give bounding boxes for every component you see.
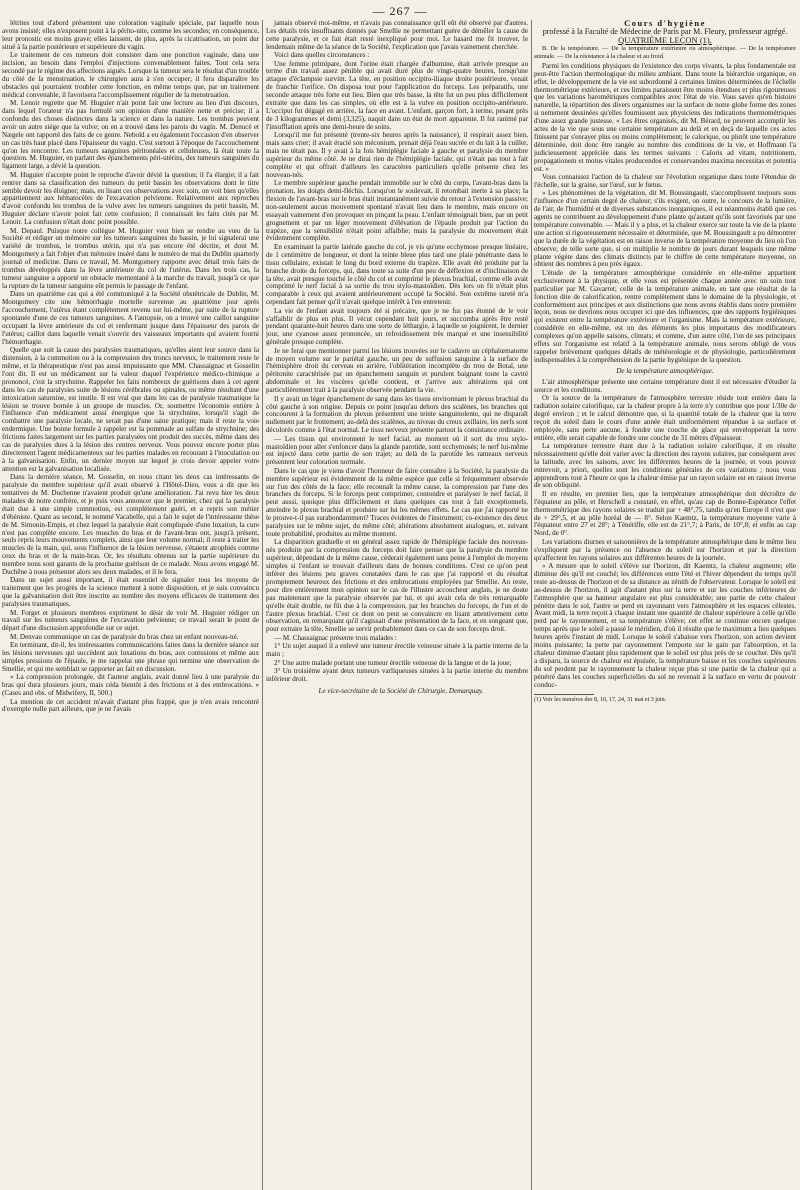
paragraph: M. Huguier n'accepte point le reproche d'avoir dévié la question; il l'a élargie; il a fait rentrer dans sa classification des tumeurs du petit bassin les observations dont le titre semble devoir les éloigner; mais, en lisant ces observations avec soin, on voit bien qu'elles appartiennent aux hématocèles de l'excavation pelvienne. Relativement aux reproches d'avoir confondu les trombus de la vulve avec les tumeurs sanguines du petit bassin, M. Huguier déclare n'avoir point fait cette confusion; il connaissait les faits cités par M. Lenoir. La confusion n'était donc point possible. <box>2 170 259 227</box>
paragraph: La mention de cet accident m'avait d'autant plus frappé, que je n'en avais rencontré d'exemple nulle part ailleurs, que je ne l'avais <box>2 697 259 714</box>
paragraph: L'étude de la température atmosphérique considérée en elle-même appartient exclusivement à la physique, et elle vous est présentée chaque année avec un soin tout particulier par M. Gavarret; celle de la température animale, en tant que résultat de la fonction dite de calorification, rentre complètement dans le domaine de la physiologie, et conformément aux principes et aux distinctions que nous avons établis dans notre première leçon, nous ne devrions nous occuper ici que des influences, que des rapports hygiéniques qui existent entre la température extérieure et l'organisme. Mais la température extérieure, considérée en elle-même, est un des éléments les plus importants des modificateurs complexes qu'on appelle saisons, climats; et comme, d'un autre côté, l'on de ses principaux effets sur l'organisme est relatif à la température animale, nous serons obligé de vous rappeler brièvement quelques détails de météorologie et de physiologie, particulièrement indispensables à la compréhension de la partie hygiénique de la question. <box>534 268 796 364</box>
paragraph: létrites tout d'abord présentent une coloration vaginale spéciale, par laquelle nous avons insisté; elles n'exposent point à la périto-nite, comme les secondes; en conséquence, leur pronostic est moins grave; elles laissent, de plus, après la cicatrisation, un point dur situé à la partie postérieure et supérieure du vagin. <box>2 20 259 51</box>
paragraph: Il en résulte, en premier lieu, que la température atmosphérique doit décroître de l'équateur au pôle, et Herschell a constaté, en effet, qu'au cap de Bonne-Espérance l'effet thermométrique des rayons solaires se traduit par + 48°,75, tandis qu'en Europe il n'est que de + 29°,5, et au pôle boréal de — 8°. Selon Kaemtz, la température moyenne varie à l'équateur entre 27 et 28°; à Ténériffe, elle est de 21°,7; à Paris, de 10°,8; et enfin au cap Nord, de 0°. <box>534 489 796 538</box>
paragraph: « A mesure que le soleil s'élève sur l'horizon, dit Kaemtz, la chaleur augmente; elle diminue dès qu'il est couché; les différences entre l'été et l'hiver dépendent du temps qu'il reste au-dessus de l'horizon et de sa distance au zénith de l'observateur. Lorsque le soleil est au-dessus de l'horizon, il agit d'autant plus sur la terre et sur les couches inférieures de l'atmosphère que sa hauteur angulaire est plus considérable; une partie de cette chaleur pénètre dans le sol, l'autre se perd en rayonnant vers l'atmosphère et les espaces célestes. Avant midi, la terre reçoit à chaque instant une quantité de chaleur supérieure à celle qu'elle perd par le rayonnement, et sa température s'élève; cet effet se continue encore quelque temps après que le soleil a passé le méridien, d'où il résulte que le maximum a lieu quelques heures après l'instant de midi. Lorsque le soleil s'abaisse vers l'horizon, son action devient moins puissante; la perte par rayonnement l'emporte sur le gain par l'absorption, et la chaleur diminue d'autant plus rapidement que le soleil est plus près de se coucher. Dès qu'il a disparu, la source de chaleur est épuisée, la température baisse et les couches supérieures du sol perdent par le rayonnement la chaleur reçue plus si une partie de la chaleur qui a pénétré dans les couches superficielles du sol ne revenait à la surface en vertu du pouvoir conduc- <box>534 562 796 689</box>
paragraph: Le vice-secrétaire de la Société de Chirurgie, Demarquay. <box>318 686 484 695</box>
paragraph: M. Forget et plusieurs membres expriment le désir de voir M. Huguier rédiger un travail sur les tumeurs sanguines de l'excavation pelvienne; ce travail serait le point de départ d'une discussion approfondie sur ce sujet. <box>2 608 259 633</box>
paragraph: Dans un sujet aussi important, il était essentiel de signaler tous les moyens de traitement que les progrès de la science mettent à notre disposition, et je suis convaincu que la galvanisation doit être inscrite au nombre des moyens efficaces de traitement des paralysies traumatiques. <box>2 576 259 609</box>
paragraph: M. Lenoir regrette que M. Huguier n'ait point fait une lecture au lieu d'un discours, dans lequel l'orateur n'a pas formulé son opinion d'une manière nette et précise; il a confondu des choses distinctes dans la science et dans la nature. Les trombus peuvent avoir un autre siége que la vulve; on en a trouvé dans les parois du vagin. M. Denucé et Nægele ont rapporté des faits de ce genre. Nebold a eu également l'occasion d'en observer un cas très haut placé dans l'épaisseur du vagin. C'est surtout à l'époque de l'accouchement qu'on les rencontre. Les tumeurs sanguines péritonéales et celluleuses, là était toute la question. M. Huguier, en parlant des épanchements péri-utérins, des tumeurs sanguines du ligament large, a dévié la question. <box>2 99 259 171</box>
section-title: De la température atmosphérique. <box>616 366 714 375</box>
paragraph: Une femme primipare, dont l'urine était chargée d'albumine, était arrivée presque au terme d'un travail assez pénible qui avait duré plus de vingt-quatre heures, lorsqu'une attaque d'éclampsie survint. La tête, en position occipito-iliaque droite postérieure, venait de franchir l'orifice. On disposa tout pour l'application du forceps. Les préparatifs, une seconde attaque très forte eut lieu. Bien que très basse, la tête fut un peu plus difficilement extraite que dans les cas simples, où elle est à la vulve en position occipito-antérieure. L'occiput fut dégagé en arrière, la face en avant. L'enfant, garçon fort, à terme, pesant près de 3 kilogrammes et demi (3,325), naquit dans un état de mort apparente. Il fut ranimé par l'insufflation après une demi-heure de soins. <box>266 59 528 131</box>
column-3 <box>534 20 796 1184</box>
paragraph: jamais observé moi-même, et n'avais pas connaissance qu'il eût été observé par d'autres. Les détails très insuffisants donnés par Smellie ne permettant guère de démêler la cause de cette paralysie, et ce fait était resté inexpliqué pour moi. Le hasard me fit trouver, le lendemain même de la séance de la Société, l'explication que j'avais vainement cherchée. <box>266 20 528 51</box>
paragraph: 2° Une autre malade portant une tumeur érectile veineuse de la langue et de la joue; <box>274 658 512 667</box>
lecture-summary: B. De la température. — De la température extérieure ou atmosphérique. — De la température animale. — De la résistance à la chaleur et au froid. <box>534 45 796 60</box>
lecture-body-part-1 <box>534 63 796 365</box>
column-1 <box>2 20 259 1184</box>
paragraph: Les variations diurnes et saisonnières de la température atmosphérique dans le même lieu s'expliquent par la présence ou l'absence du soleil sur l'horizon et par la direction qu'affectent les rayons solaires aux différentes heures de la journée. <box>534 537 796 562</box>
paragraph: Vous connaissez l'action de la chaleur sur l'évolution organique dans toute l'étendue de l'échelle, sur la graine, sur l'œuf, sur le fœtus. <box>534 173 796 189</box>
paragraph: M. Depaul. Puisque notre collègue M. Huguier veut bien se rendre au vœu de la Société et rédiger un mémoire sur les tumeurs sanguines du bassin, je lui signalerai une variété de trombus, le trombus utérin, qui n'a pas encore été décrite, et dont M. Montgomery a fait l'objet d'un mémoire inséré dans le numéro de mai du Dublin quarterly journal of medicine. Dans ce travail, M. Montgomery rapporte avec détail trois faits de trombus développés dans la lèvre antérieure du col de l'utérus. Dans les trois cas, la tumeur sanguine a apporté un obstacle momentané à la marche du travail, jusqu'à ce que la rupture de la tumeur sanguine eût permis le passage de l'enfant. <box>2 226 259 290</box>
paragraph: Voici dans quelles circonstances : <box>274 51 370 60</box>
paragraph: En terminant, dit-il, les intéressantes communications faites dans la dernière séance sur les lésions nerveuses qui succèdent aux luxations du bras, aux contusions et même aux simples pressions de l'épaule, je me rappelai une phrase qui termine une observation de Smellie, et qui me semblait se rapporter au fait en discussion. <box>2 641 259 673</box>
lecture-body-part-2 <box>534 379 796 690</box>
column-divider <box>262 20 263 1190</box>
paragraph: M. Denvau communique un cas de paralysie du bras chez un enfant nouveau-né. <box>10 632 239 641</box>
paragraph: Dans la dernière séance, M. Gosselin, en nous citant les deux cas intéressants de paralysie du membre supérieur qu'il avait observé à l'Hôtel-Dieu, vous a dit que les tentatives de M. Duchenne n'avaient produit qu'une amélioration. J'ai revu hier les deux malades de notre confrère, et je puis vous annoncer que le premier, chez qui la paralysie était due à une simple commotion, est complètement guéri, et a repris son métier d'ébéniste. Quant au second, le nommé Vacabelle, qui a fait le sujet de l'intéressante thèse de M. Simonin-Empis, et chez lequel la paralysie était compliquée d'une luxation, la cure n'est pas complète encore. Les muscles du bras et de l'avant-bras ont, jusqu'à présent, seuls repris leurs mouvements complets, ainsi que leur volume normal; il reste à traiter les muscles de la main, qui, sous l'influence de la lésion nerveuse, s'étaient atrophiés comme ceux du bras et de la main-bras. Or, les résultats obtenus sur la partie supérieure du membre nous sont garants de la prochaine guérison de ce malade. Nous avons engagé M. Duchêne à nous présenter alors ses deux malades, et il le fera. <box>2 473 259 577</box>
course-subtitle: professé à la Faculté de Médecine de Paris par M. Fleury, professeur agrégé. <box>542 27 788 37</box>
paragraph: « La compression prolongée, dit l'auteur anglais, avait donné lieu à une paralysie du bras qui dura plusieurs jours, mais céda bientôt à des frictions et à des embrocations. » (Cases and obs. of Midwifery, II, 500.) <box>2 673 259 698</box>
paragraph: Dans le cas que je viens d'avoir l'honneur de faire connaître à la Société, la paralysie du membre supérieur est évidemment de la même espèce que celle si fréquemment observée sur l'un des côtés de la face; elle reconnaît la même cause, la compression par l'une des branches du forceps. Si le forceps peut comprimer, contondre et paralyser le nerf facial, il peut aussi, quoique plus difficilement et dans quelques cas tout à fait exceptionnels, atteindre le plexus brachial et produire sur lui les mêmes effets. Le cas que j'ai rapporté ne le prouve-t-il pas surabondamment? Traces évidentes de l'instrument; co-existence des deux paralysies sur le même sujet, du même côté; altérations absolument analogues, et, suivant toute probabilité, produites au même moment. <box>266 466 528 538</box>
paragraph: La disparition graduelle et en général assez rapide de l'hémiplégie faciale des nouveau-nés produite par la compression du forceps doit faire penser que la paralysie du membre supérieur, dépendant de la même cause, cèderait également sans peine à l'emploi de moyens simples si l'enfant se trouvait d'ailleurs dans de bonnes conditions. C'est ce qu'on peut inférer des lésions peu graves constatées dans le cas que j'ai rapporté et du résultat promptement heureux des frictions et des embrocations employées par Smellie. Au reste, pour dire entièrement mon opinion sur le cas de l'illustre accoucheur anglais, je ne doute pas maintenant que la paralysie observée par lui, et qui avait cela de très remarquable qu'elle était double, ne fût due à la compression, par les branches du forceps, de l'un et de l'autre plexus brachial. C'est ce dont on peut se convaincre en lisant attentivement cette observation, en remarquant qu'il s'agissait d'une présentation de la face, et en songeant que, pour extraire la tête, Smellie se servit probablement dans ce cas de son forceps droit. <box>266 538 528 634</box>
column-2 <box>266 20 528 1184</box>
paragraph: Je ne ferai que mentionner parmi les lésions trouvées sur le cadavre un céphalœmatome de moyen volume sur le pariétal gauche, un peu de suffusion sanguine à la surface de l'hémisphère droit du cerveau en arrière, l'oblitération incomplète du trou de Botal, une péritonite caractérisée par un épanchement sanguin et purulent baignant toute la cavité abdominale et les viscères qu'elle contient, et j'arrive aux altérations qui ont particulièrement trait à la paralysie observée pendant la vie. <box>266 346 528 395</box>
paragraph: Le membre supérieur gauche pendait immobile sur le côté du corps, l'avant-bras dans la pronation, les doigts demi-fléchis. Lorsqu'on le soulevait, il retombait inerte à sa place; la flexion de l'avant-bras sur le bras était instantanément suivie du retour à l'extension passive; non-seulement aucun mouvement spontané n'avait lieu dans le membre, mais encore on essayait vainement d'en provoquer en pinçant la peau. L'enfant témoignait bien, par un petit grognement et par un léger mouvement d'élévation de l'épaule produit par l'action du trapèze, que la sensibilité n'était point affaiblie; mais la paralysie du mouvement était évidemment complète. <box>266 179 528 243</box>
column-divider <box>531 20 532 1190</box>
paragraph: 3° Un troisième ayant deux tumeurs varliqueuses situées à la partie interne du membre inférieur droit. <box>266 666 528 683</box>
page-number: — 267 — <box>372 4 428 18</box>
paragraph: Le traitement de ces tumeurs doit consister dans une ponction vaginale, dans une incision, au besoin dans l'emploi d'injections convenablement faites. Tout cela sera secondé par le régime des affections aiguës. Lorsque la tumeur sera le résultat d'un trouble du côté de la menstruation, le chirurgien aura à s'en occuper; il fera disparaître les obstacles qui pourraient troubler cette fonction, en même temps que, par un traitement médical convenable, il favorisera l'accomplissement régulier de la menstruation. <box>2 51 259 99</box>
paragraph: Dans un quatrième cas qui a été communiqué à la Société obstétricale de Dublin, M. Montgomery cite une hémorrhagie mortelle survenue au quatrième jour après l'accouchement, l'utérus étant complètement revenu sur lui-même, par suite de la rupture spontanée d'une de ces tumeurs sanguines. A l'autopsie, on a trouvé une caillot sanguine occupant la lèvre antérieure du col et renfermant jusque dans l'épaisseur des parois de l'utérus; caillot dans laquelle venait s'ouvrir des vaisseaux importants qui avaient fourni l'hémorrhagie. <box>2 290 259 346</box>
paragraph: Or la source de la température de l'atmosphère terrestre réside tout entière dans la radiation solaire calorifique, car la chaleur propre à la terre n'y contribue que pour 1/30e de degré environ ; et le calcul démontre que, si la quantité totale de la chaleur que la terre reçoit du soleil dans le cours d'une année était uniformément répandue à sa surface et employée, sans perte aucune, à fondre une couche de glace qui envelopperait la terre entière, elle serait capable de fondre une couche de 31 mètres d'épaisseur. <box>534 393 796 442</box>
paragraph: — M. Chassaignac présente trois malades : <box>274 633 397 642</box>
paragraph: Il y avait un léger épanchement de sang dans les tissus environnant le plexus brachial du côté gauche à son origine. Depuis ce point jusqu'au dehors des scalènes, les branches qui concourent à la formation du plexus présentent une teinte sanguinolente, qui ne disparaît nullement par le frottement; au-delà des scalènes, au niveau du creux axillaire, les nerfs sont décolorés comme à l'état normal. Le tissu nerveux présente partout la consistance ordinaire. <box>266 394 528 435</box>
paragraph: La vie de l'enfant avait toujours été si précaire, que je ne fus pas étonné de le voir s'affaiblir de plus en plus. Il vécut cependant huit jours, et succomba après être resté pendant quarante-huit heures dans une sorte de léthargie, à laquelle se joignirent, le dernier jour, une cyanose assez prononcée, un refroidissement très marqué et une insensibilité générale presque complète. <box>266 306 528 347</box>
paragraph: Quelle que soit la cause des paralysies traumatiques, qu'elles aient leur source dans la distension, à la commotion ou à la compression des troncs nerveux, le traitement reste le même, et la thérapeutique n'est pas aussi impuissante que MM. Chassaignac et Gosselin l'ont dit. Il est un médicament sur la valeur duquel l'expérience médico-chimique a prononcé, c'est la strychnine. Rappeler les faits nombreux de guérisons dues à cet agent dans les cas de paralysies suite de lésions cérébrales ou spinales, ou même résultant d'une intoxication saturnine, est inutile. Il est vrai que dans les cas de paralysie traumatique la lésion se trouve bornée à un groupe de muscles. Or, soumettre l'économie entière à l'influence d'un médicament aussi énergique que la strychnine, lorsqu'il s'agit de combattre une paralysie locale, ne serait pas d'une saine pratique; mais il reste la voie endermique. Une bonne formule à rappeler est la pommade au sulfate de strychnine; des frictions faites largement sur les parties paralysées ont produit des succès, même dans des cas de paralysies dues à la lésion des centres nerveux. Vous pouvez encore porter plus directement l'agent médicamenteux sur les parties malades en recourant à l'inoculation ou à la galvanisation. Enfin, un dernier moyen sur lequel je crois devoir appeler votre attention est la galvanisation localisée. <box>2 346 259 473</box>
paragraph: — Les tissus qui environnent le nerf facial, au moment où il sort du trou stylo-mastoïdien pour aller s'enfoncer dans la glande parotide, sont ecchymosés; le nerf lui-même est injecté dans cette partie de son trajet; au delà de la parotide les rameaux nerveux présentent leur coloration normale. <box>266 434 528 467</box>
paragraph: L'air atmosphérique présente une certaine température dont il est nécessaire d'étudier la source et les conditions. <box>534 377 796 394</box>
footnote-rule <box>534 694 594 695</box>
paragraph: La température terrestre étant due à la radiation solaire calorifique, il en résulte nécessairement qu'elle doit varier avec la direction des rayons solaires, par conséquent avec la latitude, avec les saisons, avec les différentes heures de la journée, et vous pouvez entrevoir, a priori, quelles sont les conditions générales de ces variations ; nous vous apprendrons tout à l'heure ce que la chaleur émise par un rayon solaire est en raison inverse de son obliquité. <box>534 441 796 490</box>
paragraph: En examinant la partie latérale gauche du col, je vis qu'une ecchymose presque linéaire, de 1 centimètre de longueur, et dont la teinte bleue plus tard une plaie pénétrante dans le tissu cellulaire, existait le long du bord externe du trapèze. Elle avait été produite par la branche droite du forceps, qui, dans toute sa suite d'un peu de déflexion et d'inclinaison de la tête, avait presque touché le côté du col et comprimé le plexus brachial, comme elle avait comprimé le nerf facial à sa sortie du trou stylo-mastoïdien. Dès lors on fit n'était plus comparable à ceux qui avaient antérieurement occupé la Société. Son extrême rareté m'a cependant fait penser qu'il n'avait quelque intérêt à l'en entretenir. <box>266 242 528 307</box>
footnote: (1) Voir les numéros des 8, 10, 17, 24, 31 mai et 3 juin. <box>534 696 667 703</box>
paragraph: « Les phénomènes de la végétation, dit M. Boussingault, s'accomplissent toujours sous l'influence d'un certain degré de chaleur; s'ils exigent, on outre, le concours de la lumière, de l'air, de l'humidité et de diverses substances inorganiques, il est néanmoins établi que ces agents ne contribuent au développement d'une plante qu'autant qu'ils sont favorisés par une température convenable. — Mais il y a plus, et la chaleur exerce sur toute la vie de la plante une action si rigoureusement nécessaire et déterminée, que M. Boussingault a pu démontrer que la durée de la végétation est en raison inverse de la température moyenne du lieu où l'on observe; de telle sorte que, si on multiplie le nombre de jours durant lesquels une même plante végète dans des climats distincts par le chiffre de cette température moyenne, on obtient des nombres à peu près égaux. <box>534 189 796 269</box>
paragraph: Lorsqu'il me fut présenté (trente-six heures après la naissance), il respirait assez bien, mais sans crier; il avait éracié son méconium, prenait déjà l'eau sucrée et du lait à la cuiller, mais ne tétait pas. Il y avait à la fois hémiplégie faciale à gauche et paralysie du membre supérieur du même côté. Je ne dirai rien de l'hémiplégie faciale, qui n'était pas tout à fait complète et qui offrait d'ailleurs les caractères particuliers qu'elle présente chez les nouveau-nés. <box>266 131 528 179</box>
paragraph: 1° Un sujet auquel il a enlevé une tumeur érectile veineuse située à la partie interne de la main ; <box>266 642 528 659</box>
course-title: Cours d'hygiène <box>624 20 706 28</box>
lecture-title: QUATRIÈME LEÇON (1). <box>618 34 712 45</box>
paragraph: Parmi les conditions physiques de l'existence des corps vivants, la plus fondamentale est peut-être l'action thermologique du milieu ambiant. Dans toute la hiérarchie organique, en effet, le développement de la vie est subordonné à certaines limites déterminées de l'échelle thermométrique extérieure, et ces limites paraissent être moins étendues et plus rigoureuses que les variations barométriques compatibles avec l'état de vie. Vous savez qu'en histoire naturelle, la répartition des divers organismes sur la surface de notre globe forme des zones si nettement dessinées qu'elles fournissent aux physiciens des indications thermométriques d'une assez grande justesse. « Les êtres organisés, dit M. Bérard, ne peuvent accomplir les actes de la vie que sous une certaine température au delà et en deçà de laquelle ces actes finissent par s'enrayer plus ou moins complètement; le calorique, ou plutôt une température déterminée, doit donc être rangée au nombre des conditions de la vie, et Hoffmann l'a judicieusement appréciée dans les termes suivants : Caloris ad vitam, nutritionem, propagationem et motus vitales producendos et conservandos maxima necessitas et potentia est. » <box>534 61 796 173</box>
